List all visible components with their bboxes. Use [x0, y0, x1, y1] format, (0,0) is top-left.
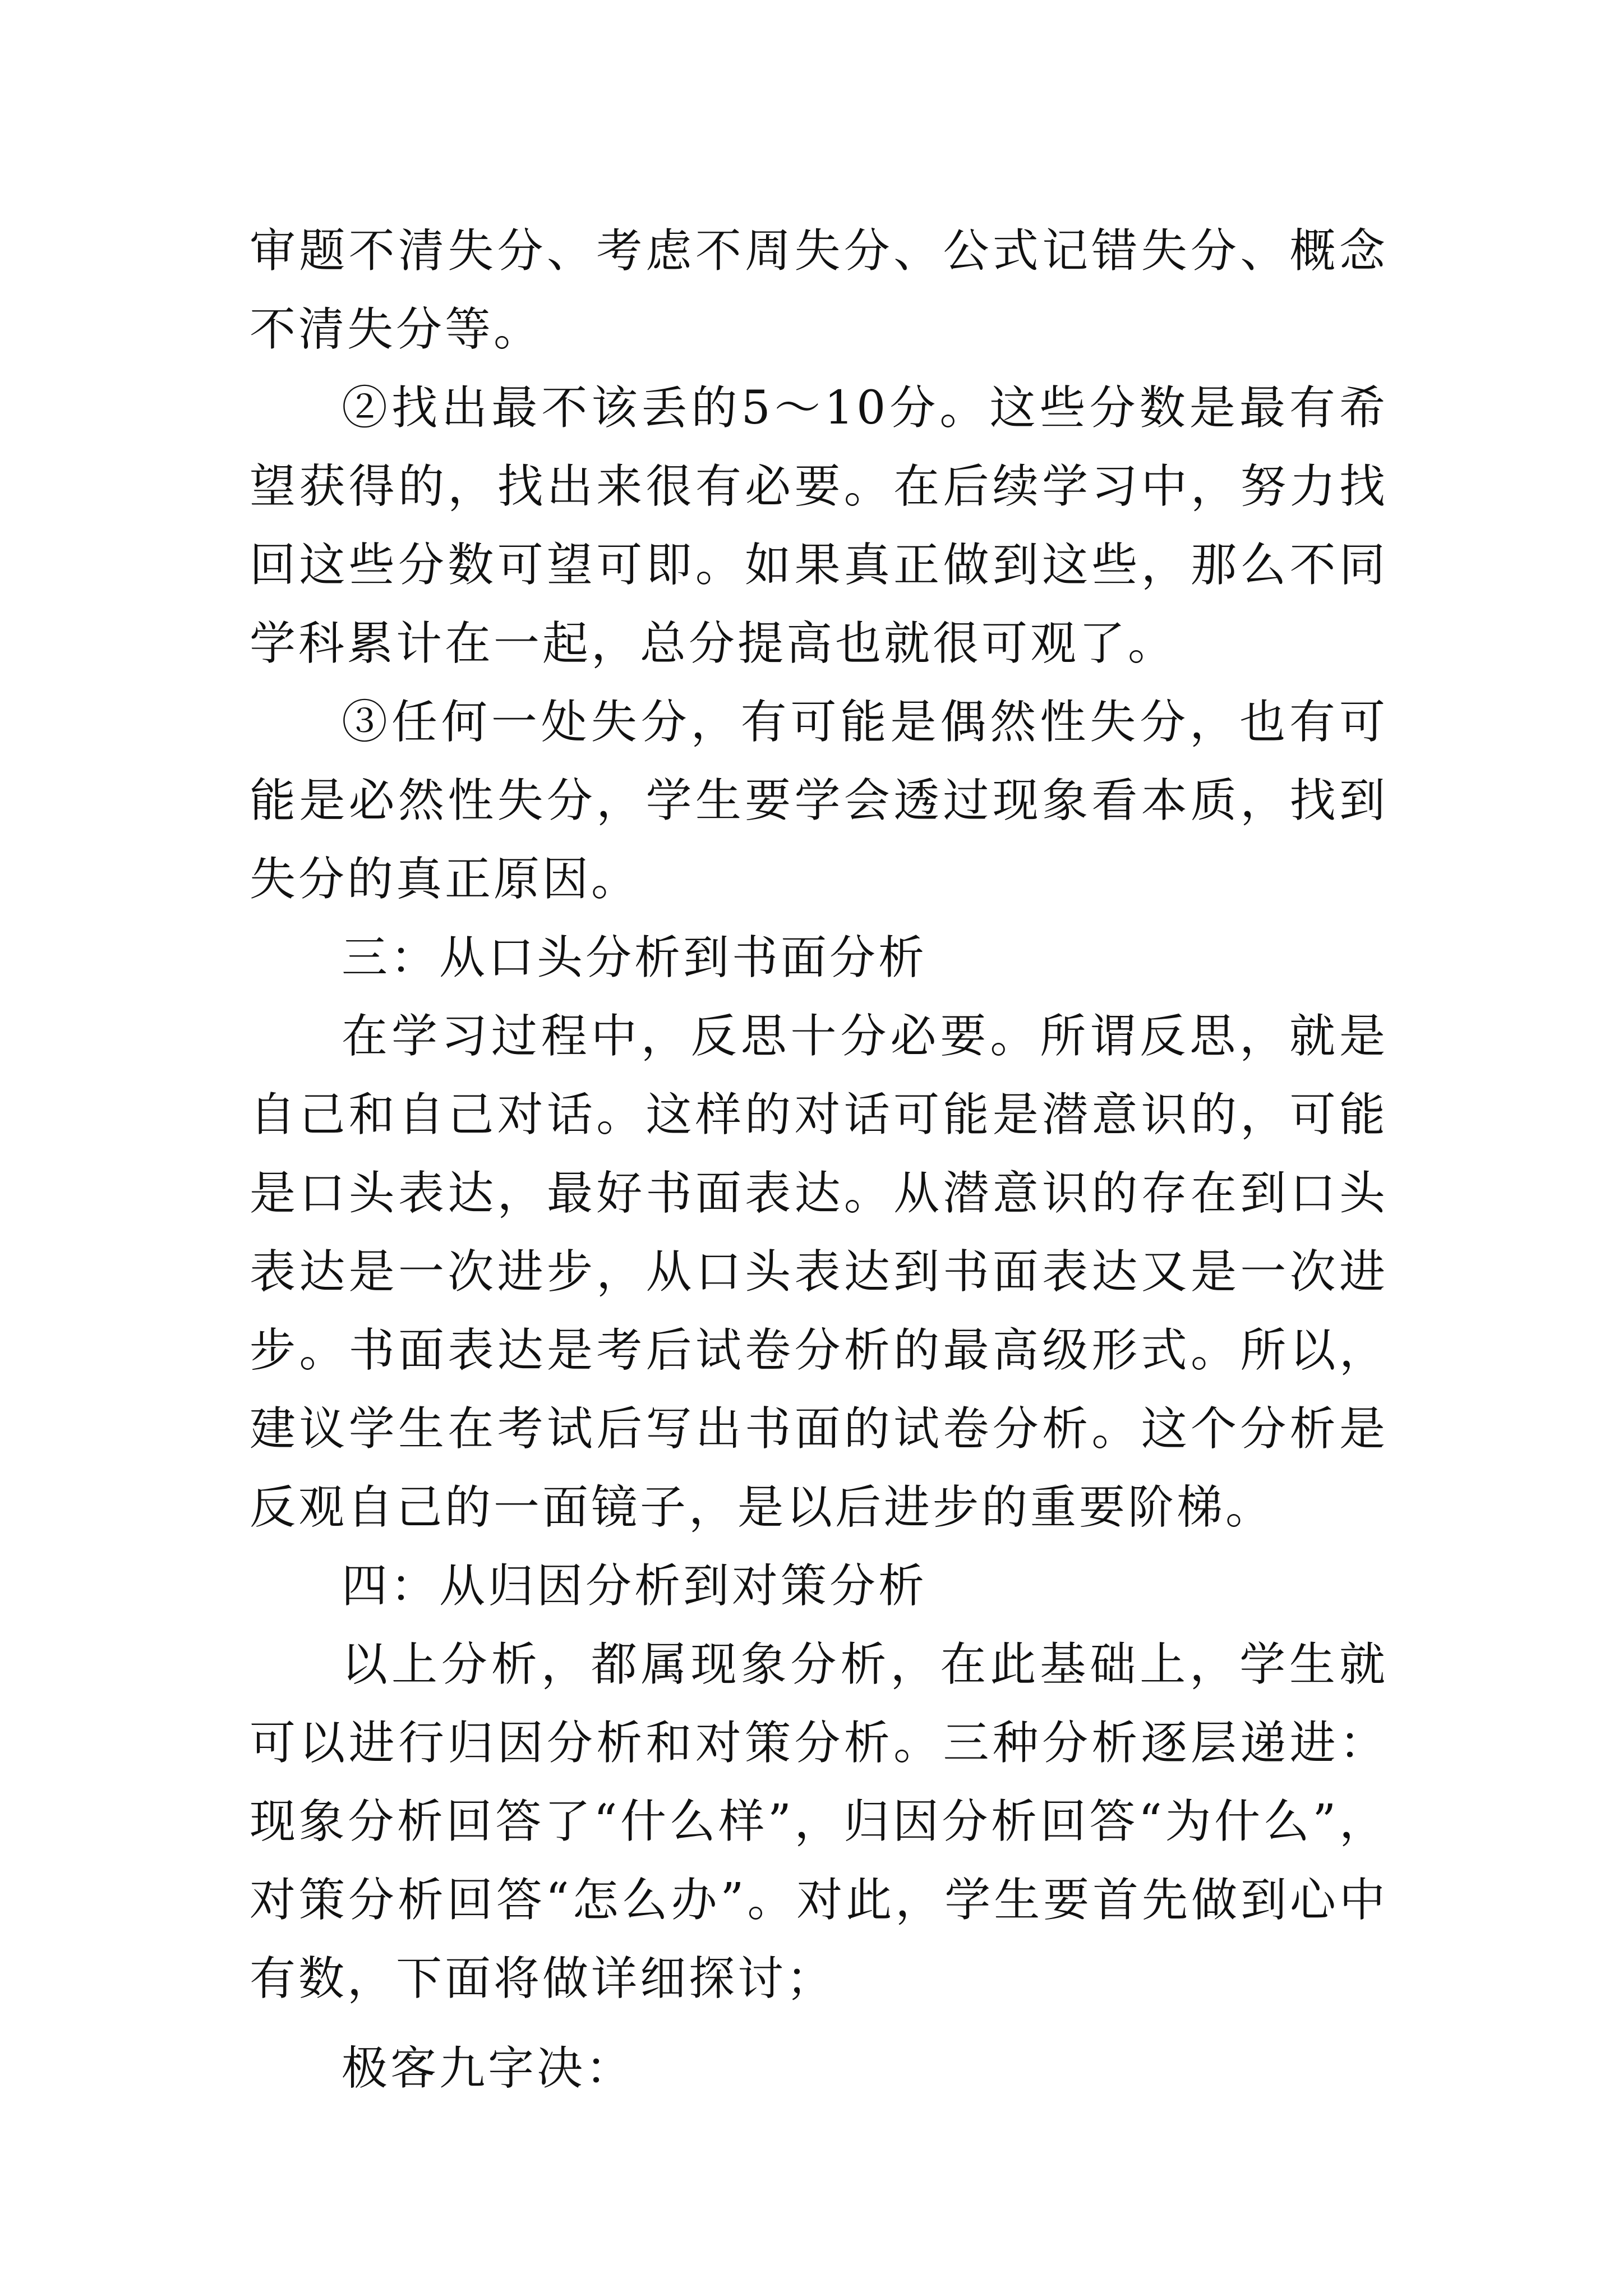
- section-heading-strategy-analysis: 四：从归因分析到对策分析: [342, 1559, 928, 1613]
- paragraph-essence: ③任何一处失分，有可能是偶然性失分，也有可能是必然性失分，学生要学会透过现象看本质，找到失分的真正原因。: [250, 696, 1388, 906]
- section-heading-written-analysis: 三：从口头分析到书面分析: [342, 931, 928, 984]
- paragraph-find-points: ②找出最不该丢的5～10分。这些分数是最有希望获得的，找出来很有必要。在后续学习中，努力找回这些分数可望可即。如果真正做到这些，那么不同学科累计在一起，总分提高也就很可观了。: [250, 381, 1388, 670]
- paragraph-nine-word-formula: 极客九字决：: [342, 2042, 635, 2095]
- paragraph-lost-points-types: 审题不清失分、考虑不周失分、公式记错失分、概念不清失分等。: [250, 224, 1388, 356]
- paragraph-three-analyses: 以上分析，都属现象分析，在此基础上，学生就可以进行归因分析和对策分析。三种分析逐层递进：现象分析回答了“什么样”，归因分析回答“为什么”，对策分析回答“怎么办”。对此，学生要首先做到心中有数，下面将做详细探讨；: [250, 1638, 1388, 2005]
- paragraph-reflection: 在学习过程中，反思十分必要。所谓反思，就是自己和自己对话。这样的对话可能是潜意识的，可能是口头表达，最好书面表达。从潜意识的存在到口头表达是一次进步，从口头表达到书面表达又是一次进步。书面表达是考后试卷分析的最高级形式。所以，建议学生在考试后写出书面的试卷分析。这个分析是反观自己的一面镜子，是以后进步的重要阶梯。: [250, 1010, 1388, 1534]
- document-body: [250, 212, 1388, 2108]
